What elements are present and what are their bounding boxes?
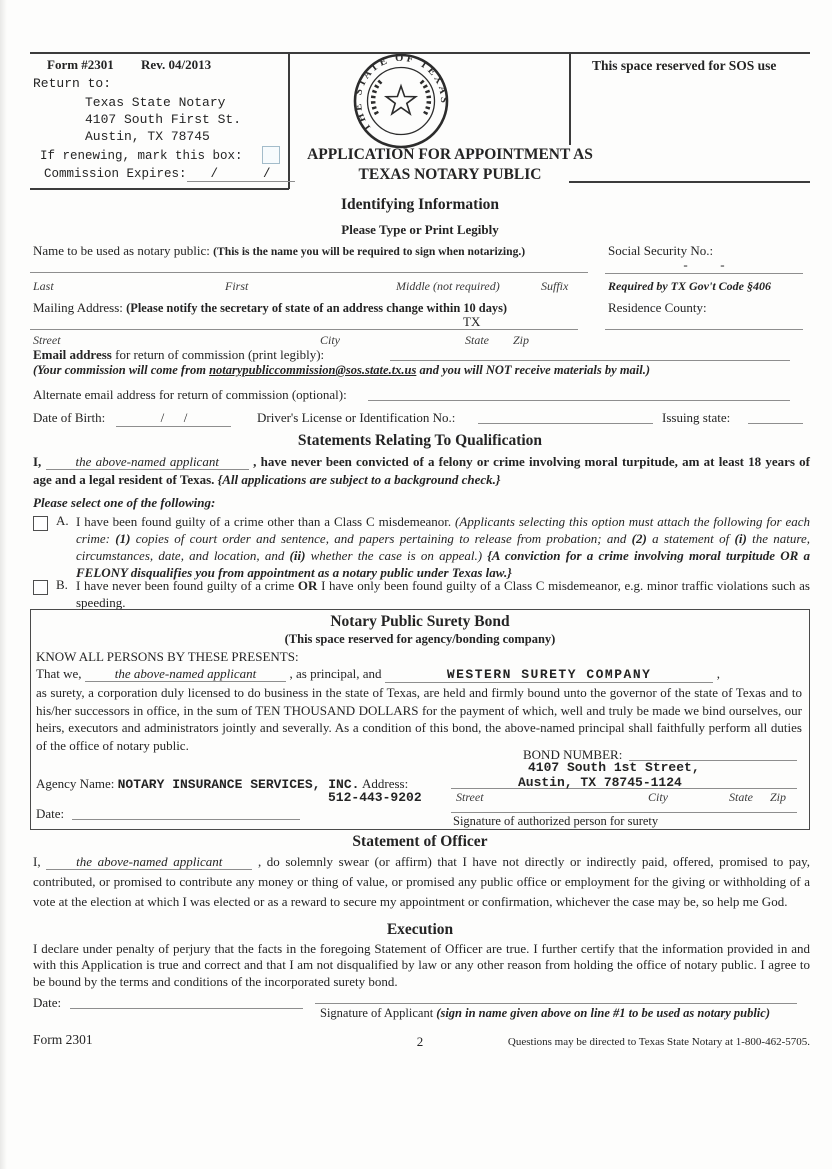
surety-signature-line[interactable]	[451, 800, 797, 813]
form-number-row	[47, 57, 211, 73]
name-suffix-label: Suffix	[541, 279, 569, 293]
zip-label: Zip	[513, 333, 530, 347]
bond-zip-label: Zip	[770, 790, 787, 804]
footer-page-number: 2	[416, 1034, 424, 1049]
dob-row	[33, 410, 231, 427]
email-note: (Your commission will come from notarypubliccommission@sos.state.tx.us and you will NOT receive materials by mail.)	[33, 363, 651, 377]
applicant-signature-line[interactable]	[315, 991, 797, 1004]
sos-reserved-label: This space reserved for SOS use	[592, 58, 777, 73]
agency-name-row: Agency Name: NOTARY INSURANCE SERVICES, INC. Address:	[36, 776, 409, 792]
form-number: Form #2301	[47, 57, 114, 72]
bond-number-label: BOND NUMBER:	[523, 747, 623, 762]
bond-date-label: Date:	[36, 806, 65, 821]
form-title-line1: APPLICATION FOR APPOINTMENT AS	[307, 146, 593, 163]
bond-date-field-line[interactable]	[72, 807, 300, 820]
commission-expires-row	[44, 167, 295, 182]
name-last-label: Last	[33, 279, 54, 293]
bond-subtitle: (This space reserved for agency/bonding company)	[284, 632, 556, 646]
option-b-checkbox[interactable]	[33, 580, 48, 595]
execution-paragraph: I declare under penalty of perjury that the facts in the foregoing Statement of Officer are true. I further certify that the information provided in and with this Application is true and correct and that I am not disqualified by law or any other reason from holding the office of notary public. I agree to be bound by the terms and conditions of the incorporated surety bond.	[33, 941, 810, 989]
drivers-license-field-line[interactable]	[478, 411, 653, 424]
option-b-text: I have never been found guilty of a crime OR I have only been found guilty of a Class C misdemeanor, e.g. minor traffic violations such as speeding.	[76, 578, 810, 610]
surety-signature-caption: Signature of authorized person for surety	[453, 814, 659, 828]
residence-county-label: Residence County:	[608, 300, 707, 315]
header-left-bottom-rule	[30, 188, 289, 190]
option-a-text: I have been found guilty of a crime other than a Class C misdemeanor. (Applicants selecting this option must attach the following for each crime: (1) copies of court order and sentence, and papers pertaining to release from probation; and (2) a statement of (i) the nature, circumstances, date, and location, and (ii) whether the case is on appeal.) {A conviction for a crime involving moral turpitude OR a FELONY disqualifies you from appointment as a notary public under Texas law.}	[76, 514, 810, 580]
mailing-address-field-line[interactable]	[30, 317, 578, 330]
name-middle-label: Middle (not required)	[396, 279, 500, 293]
renewal-label: If renewing, mark this box:	[40, 149, 243, 163]
bond-street-label: Street	[456, 790, 484, 804]
return-address-line2: 4107 South First St.	[85, 112, 242, 127]
execution-date-label: Date:	[33, 995, 62, 1010]
identifying-section-title: Identifying Information	[340, 196, 500, 213]
bond-agency-phone-value: 512-443-9202	[328, 790, 422, 805]
commission-expires-field[interactable]: / /	[187, 167, 295, 182]
state-prefilled-value: TX	[463, 314, 481, 329]
seal-star-icon	[386, 86, 415, 114]
identifying-subtitle: Please Type or Print Legibly	[341, 222, 499, 237]
officer-section-title: Statement of Officer	[352, 833, 488, 850]
street-label: Street	[33, 333, 61, 347]
form-title-line2: TEXAS NOTARY PUBLIC	[358, 166, 542, 183]
applicant-signature-caption: Signature of Applicant (sign in name given above on line #1 to be used as notary public)	[320, 1006, 770, 1020]
return-to-label: Return to:	[33, 76, 112, 91]
bond-that-we-line: That we, the above-named applicant , as principal, and WESTERN SURETY COMPANY ,	[36, 666, 720, 682]
footer-form-number: Form 2301	[33, 1032, 93, 1047]
officer-statement: I, the above-named applicant , do solemnly swear (or affirm) that I have not directly or indirectly paid, offered, promised to pay, contributed, or promised to contribute any money or thing of value, or promised any public office or employment for the giving or withholding of a vote at the election at which I was elected or as a reward to secure my appointment or confirmation, whichever the case may be, so help me God.	[33, 854, 810, 909]
dob-field[interactable]: / /	[116, 410, 231, 427]
bond-agency-street-value: 4107 South 1st Street,	[528, 760, 700, 775]
issuing-state-field-line[interactable]	[748, 411, 803, 424]
bond-state-label: State	[729, 790, 753, 804]
execution-date-field-line[interactable]	[70, 996, 303, 1009]
header-right-divider	[569, 52, 571, 145]
residence-county-field-line[interactable]	[605, 317, 803, 330]
alt-email-field-line[interactable]	[368, 388, 790, 401]
seal-wreath-right	[420, 80, 429, 114]
state-label: State	[465, 333, 489, 347]
name-first-label: First	[225, 279, 249, 293]
renewal-checkbox[interactable]	[262, 146, 280, 164]
name-label: Name to be used as notary public: (This is the name you will be required to sign when notarizing.)	[33, 243, 526, 258]
city-label: City	[320, 333, 340, 347]
bond-body-paragraph: as surety, a corporation duly licensed to do business in the state of Texas, are held and firmly bound unto the governor of the state of Texas and to his/her successors in office, in the sum of TEN THOUSAND DOLLARS for the payment of which, well and truly be made we bind ourselves, our heirs, executors and administrators jointly and severally. As a condition of this bond, the above-named principal shall faithfully perform all duties of the office of notary public.	[36, 685, 802, 753]
ssn-field[interactable]: - -	[605, 257, 803, 274]
form-revision: Rev. 04/2013	[141, 57, 212, 72]
issuing-state-label: Issuing state:	[662, 410, 731, 425]
bond-city-label: City	[648, 790, 668, 804]
return-address-line3: Austin, TX 78745	[85, 129, 210, 144]
option-a-letter: A.	[56, 513, 69, 528]
qualification-statement: I, the above-named applicant , have never been convicted of a felony or crime involving moral turpitude, am at least 18 years of age and a legal resident of Texas. {All applications are subject to a background check.}	[33, 454, 811, 487]
execution-section-title: Execution	[386, 921, 454, 938]
bond-know-all-label: KNOW ALL PERSONS BY THESE PRESENTS:	[36, 649, 299, 664]
email-field-line[interactable]	[390, 348, 790, 361]
option-a-checkbox[interactable]	[33, 516, 48, 531]
ssn-label: Social Security No.:	[608, 243, 714, 258]
alt-email-label: Alternate email address for return of commission (optional):	[33, 387, 347, 402]
name-field-line[interactable]	[30, 260, 588, 273]
commission-expires-label: Commission Expires:	[44, 167, 187, 181]
seal-text: THE STATE OF TEXAS	[352, 52, 450, 134]
bond-section-title: Notary Public Surety Bond	[330, 613, 510, 630]
svg-text:THE STATE OF TEXAS	[353, 53, 449, 133]
seal-wreath-left	[373, 80, 382, 114]
return-address-line1: Texas State Notary	[85, 95, 226, 110]
footer-questions-note: Questions may be directed to Texas State Notary at 1-800-462-5705.	[507, 1036, 810, 1048]
option-b-letter: B.	[56, 577, 68, 592]
mailing-address-label: Mailing Address: (Please notify the secretary of state of an address change within 10 days)	[33, 300, 508, 315]
drivers-license-label: Driver's License or Identification No.:	[257, 410, 456, 425]
email-label: Email address for return of commission (print legibly):	[33, 347, 325, 362]
select-one-label: Please select one of the following:	[33, 495, 216, 510]
dob-label: Date of Birth:	[33, 410, 106, 425]
ssn-required-note: Required by TX Gov't Code §406	[608, 279, 771, 293]
bond-agency-city-value: Austin, TX 78745-1124	[518, 775, 682, 790]
qualification-section-title: Statements Relating To Qualification	[297, 432, 543, 449]
texas-state-seal-icon	[352, 52, 450, 150]
